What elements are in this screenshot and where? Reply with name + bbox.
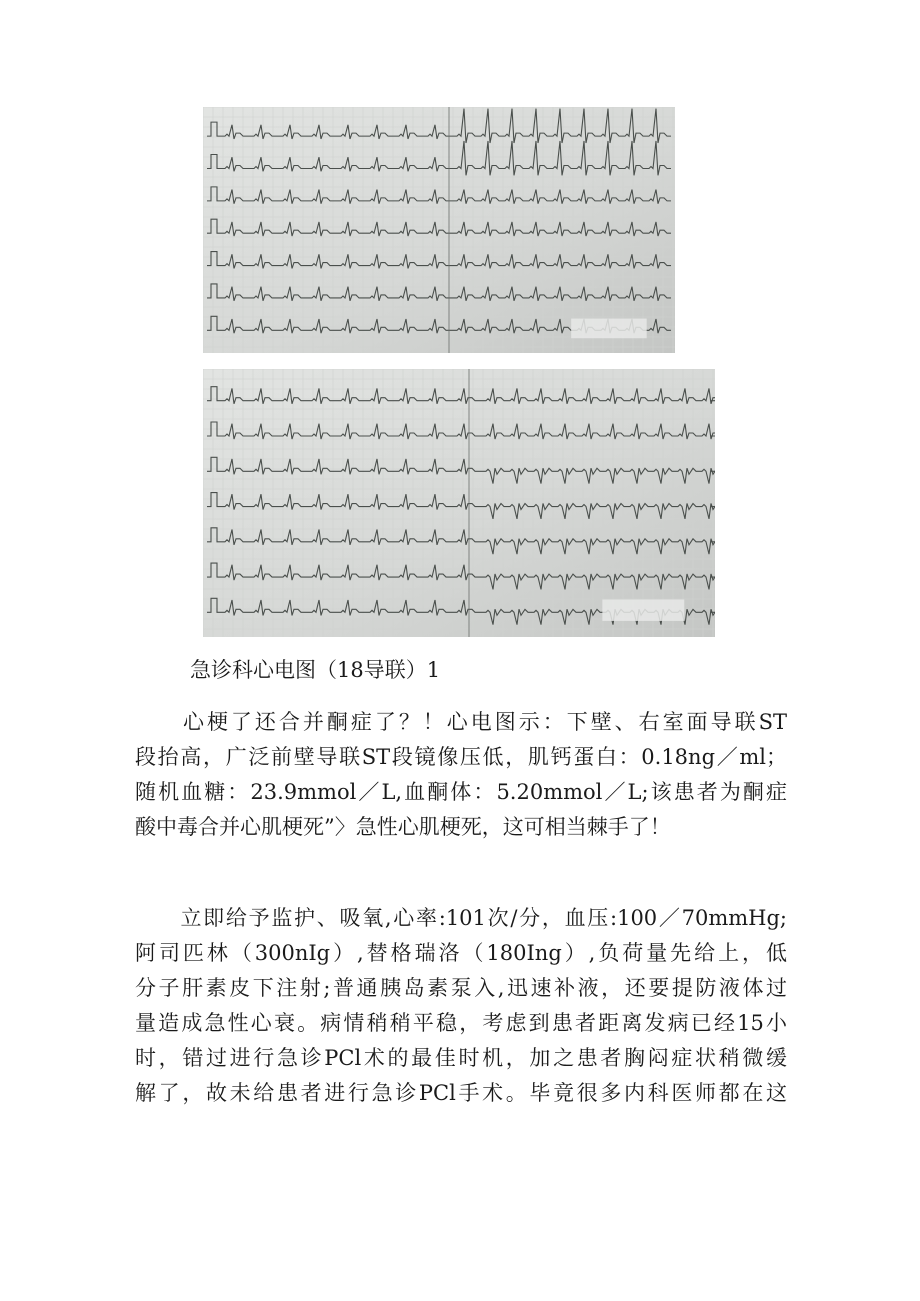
paragraph-line: 解了，故未给患者进行急诊PCl手术。毕竟很多内科医师都在这 <box>135 1081 787 1105</box>
paragraph-line: 段抬高，广泛前壁导联ST段镜像压低，肌钙蛋白：0.18ng／ml； <box>135 745 787 769</box>
paragraph-line: 量造成急性心衰。病情稍稍平稳，考虑到患者距离发病已经15小 <box>135 1011 787 1035</box>
ecg-trace-1 <box>203 107 675 353</box>
paragraph-line: 酸中毒合并心肌梗死”〉急性心肌梗死，这可相当棘手了！ <box>135 815 671 839</box>
ecg-trace-2 <box>203 369 715 637</box>
ecg-image-2 <box>203 369 715 637</box>
figure-caption: 急诊科心电图（18导联）1 <box>190 658 441 682</box>
ecg-image-1 <box>203 107 675 353</box>
paragraph-1 <box>135 705 787 845</box>
paragraph-line: 立即给予监护、吸氧,心率:101次/分，血压:100／70mmHg; <box>135 906 787 930</box>
paragraph-line: 随机血糖：23.9mmol／L,血酮体：5.20mmol／L;该患者为酮症 <box>135 780 787 804</box>
paragraph-line: 时，错过进行急诊PCl术的最佳时机，加之患者胸闷症状稍微缓 <box>135 1046 787 1070</box>
paragraph-line: 阿司匹林（300nIg）,替格瑞洛（180Ing）,负荷量先给上，低 <box>135 941 787 965</box>
paragraph-2 <box>135 901 787 1111</box>
paragraph-line: 心梗了还合并酮症了？！心电图示：下壁、右室面导联ST <box>135 710 787 734</box>
paragraph-line: 分子肝素皮下注射;普通胰岛素泵入,迅速补液，还要提防液体过 <box>135 976 787 1000</box>
